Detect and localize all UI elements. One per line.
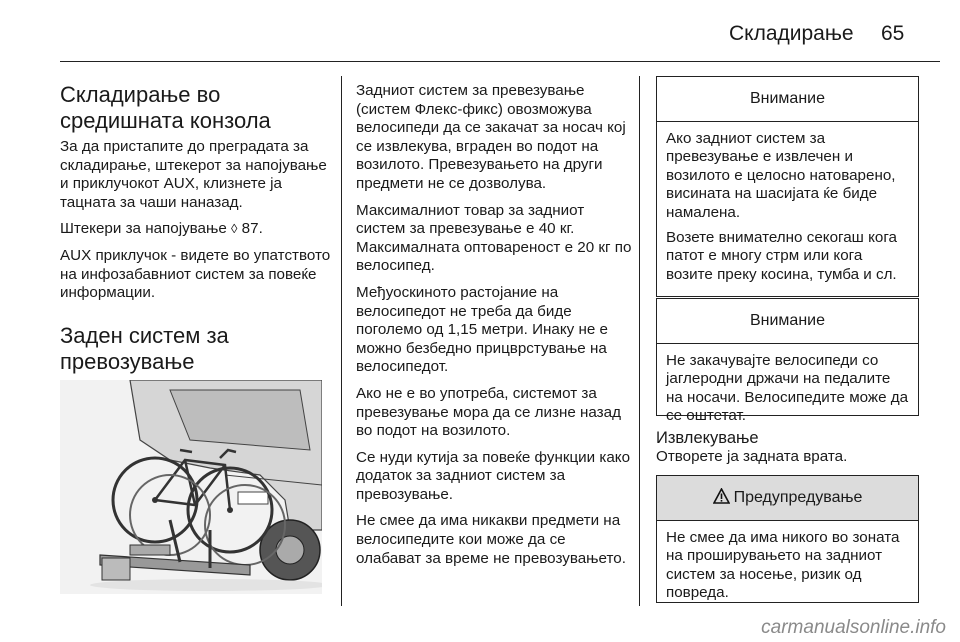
caution-box-1-title: Внимание	[657, 77, 918, 122]
extension-section	[656, 429, 919, 467]
warning-box	[656, 475, 919, 603]
extension-heading: Извлекување	[656, 429, 759, 447]
carrier-paragraph-3: Међуоскиното растојание на велосипедот не треба да биде поголемо од 1,15 метри. Инаку не е можно безбедно прицврстување на велосипедот.	[356, 283, 608, 376]
warning-box-text: Не смее да има никого во зоната на проширувањето на задниот систем за носење, ризик од повреда.	[666, 529, 900, 602]
column-divider-2	[639, 76, 640, 606]
carrier-paragraph-5: Се нуди кутија за повеќе функции како додаток за задниот систем за превозување.	[356, 448, 631, 503]
warning-box-body	[657, 521, 918, 616]
header-divider	[60, 61, 940, 62]
left-column	[60, 82, 332, 375]
power-outlets-text: Штекери за напојување ◊ 87.	[60, 220, 263, 238]
caution-box-2-title: Внимание	[657, 299, 918, 344]
extension-text: Отворете ја задната врата.	[656, 448, 848, 465]
aux-input-text: AUX приклучок - видете во упатството на инфозабавниот систем за повеќе информации.	[60, 246, 331, 302]
carrier-paragraph-2: Максималниот товар за задниот систем за превезување е 40 кг. Максималната оптовареност е 20 кг по велосипед.	[356, 201, 632, 275]
caution-box-1	[656, 76, 919, 297]
section-heading-rear-carrier: Заден систем за превозување	[60, 322, 229, 374]
running-header-title: Складирање	[729, 22, 854, 45]
middle-column	[356, 82, 634, 576]
bike-carrier-illustration	[60, 380, 322, 594]
caution-box-2-body	[657, 344, 918, 439]
column-divider-1	[341, 76, 342, 606]
carrier-paragraph-6: Не смее да има никакви предмети на велосипедите кои може да се олабават за време не превозувањето.	[356, 512, 626, 567]
carrier-paragraph-1: Задниот систем за превезување (систем Флекс-фикс) овозможува велосипеди да се закачат за носач кој се извлекува, вграден во подот на возилото. Превезувањето на други предмети не се дозволува.	[356, 82, 626, 192]
bike-carrier-drawing	[60, 380, 322, 594]
caution-box-2	[656, 298, 919, 425]
caution-box-1-text-1: Ако задниот систем за превезување е извлечен и возилото е целосно натоварено, висината на шасијата ќе биде намалена.	[666, 130, 896, 221]
watermark: carmanualsonline.info	[761, 617, 946, 638]
console-storage-text: За да пристапите до преградата за складирање, штекерот за напојување и приклучокот AUX, клизнете ја тацната за чаши наназад.	[60, 138, 327, 211]
caution-box-2-text: Не закачувајте велосипеди со јаглеродни држачи на педалите на носачи. Велосипедите може да се оштетат.	[666, 352, 909, 425]
page-reference-icon: ◊	[231, 221, 238, 237]
section-heading-console-storage: Складирање во средишната конзола	[60, 82, 271, 133]
caution-box-1-text-2: Возете внимателно секогаш кога патот е многу стрм или кога возите преку косина, тумба и сл.	[666, 229, 897, 283]
caution-box-1-body	[657, 122, 918, 297]
warning-triangle-icon	[713, 488, 730, 509]
carrier-paragraph-4: Ако не е во употреба, системот за превезување мора да се лизне назад во подот на возилото.	[356, 384, 621, 440]
warning-box-title: Предупредување	[657, 476, 918, 521]
page-number: 65	[881, 22, 905, 45]
